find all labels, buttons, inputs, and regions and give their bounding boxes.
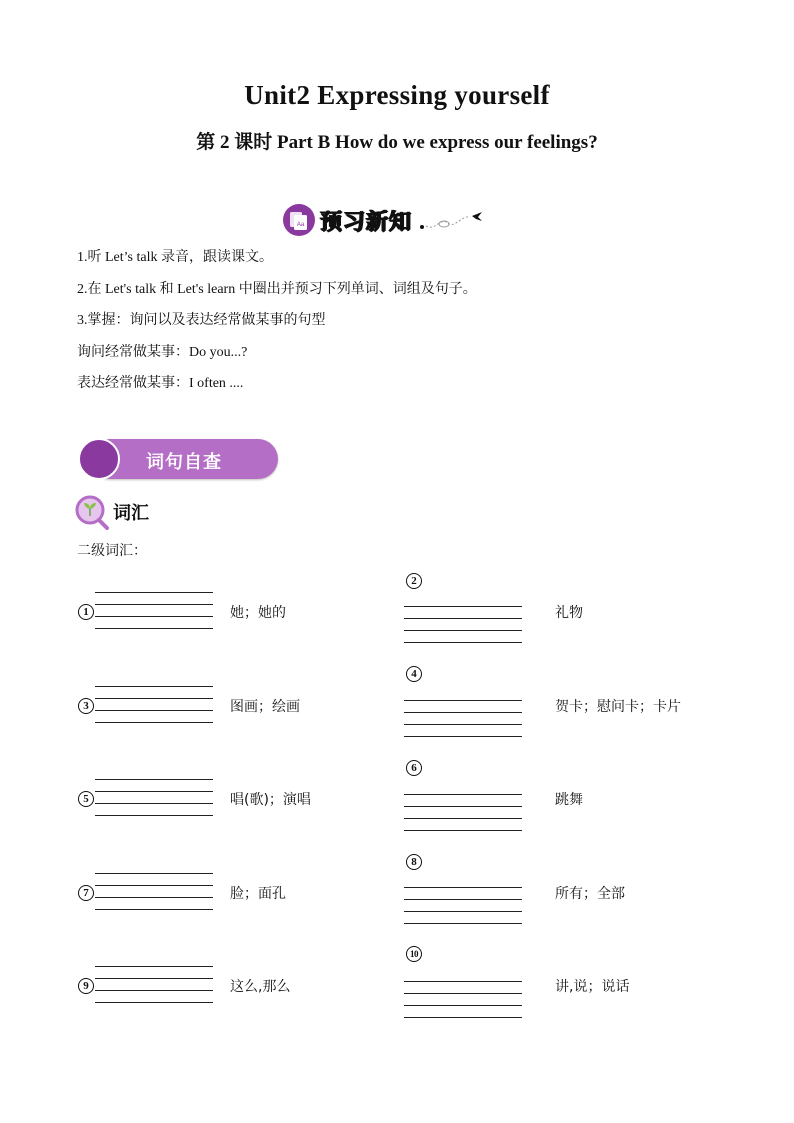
answer-lines[interactable] [95,686,213,734]
answer-lines[interactable] [404,887,522,935]
intro-line: 询问经常做某事：Do you...? [77,344,248,360]
book-icon [282,203,316,237]
item-number: 10 [406,946,422,962]
intro-line: 1.听 Let’s talk 录音，跟读课文。 [77,250,273,265]
item-meaning: 跳舞 [555,792,583,808]
sprout-magnifier-icon [74,494,110,530]
item-meaning: 礼物 [555,605,583,621]
vocab-heading [74,494,149,530]
answer-lines[interactable] [95,592,213,640]
section-banner [78,438,278,480]
item-meaning: 讲,说；说话 [555,979,630,995]
vocab-heading-label: 词汇 [113,503,149,524]
item-meaning: 所有；全部 [555,886,625,902]
intro-line: 3.掌握：询问以及表达经常做某事的句型 [77,313,326,328]
intro-line: 表达经常做某事：I often .... [77,376,244,391]
preview-banner [282,202,484,238]
item-meaning: 图画；绘画 [230,699,300,715]
answer-lines[interactable] [404,700,522,748]
answer-lines[interactable] [95,873,213,921]
item-meaning: 唱(歌)；演唱 [230,792,311,808]
page-title: Unit2 Expressing yourself [244,80,550,110]
preview-banner-label: 预习新知 [320,209,413,235]
svg-text:Aa: Aa [296,222,305,228]
item-number: 3 [78,698,94,714]
section-banner-label: 词句自查 [146,452,222,473]
item-meaning: 她；她的 [230,605,286,621]
answer-lines[interactable] [404,794,522,842]
item-meaning: 脸；面孔 [230,886,286,902]
answer-lines[interactable] [404,606,522,654]
answer-lines[interactable] [95,966,213,1014]
intro-line: 2.在 Let's talk 和 Let's learn 中圈出并预习下列单词、词组及句子。 [77,281,477,297]
item-number: 4 [406,666,422,682]
item-number: 1 [78,604,94,620]
plane-trail-icon [418,207,484,233]
answer-lines[interactable] [95,779,213,827]
item-number: 5 [78,791,94,807]
item-number: 8 [406,854,422,870]
item-meaning: 这么,那么 [230,979,291,995]
item-number: 9 [78,978,94,994]
item-meaning: 贺卡；慰问卡；卡片 [555,699,681,715]
item-number: 7 [78,885,94,901]
answer-lines[interactable] [404,981,522,1029]
section-banner-circle [78,438,120,480]
intro-instructions [77,246,477,404]
item-number: 2 [406,573,422,589]
item-number: 6 [406,760,422,776]
lesson-subtitle: 第 2 课时 Part B How do we express our feelings? [196,132,598,153]
level-label: 二级词汇： [77,543,147,559]
